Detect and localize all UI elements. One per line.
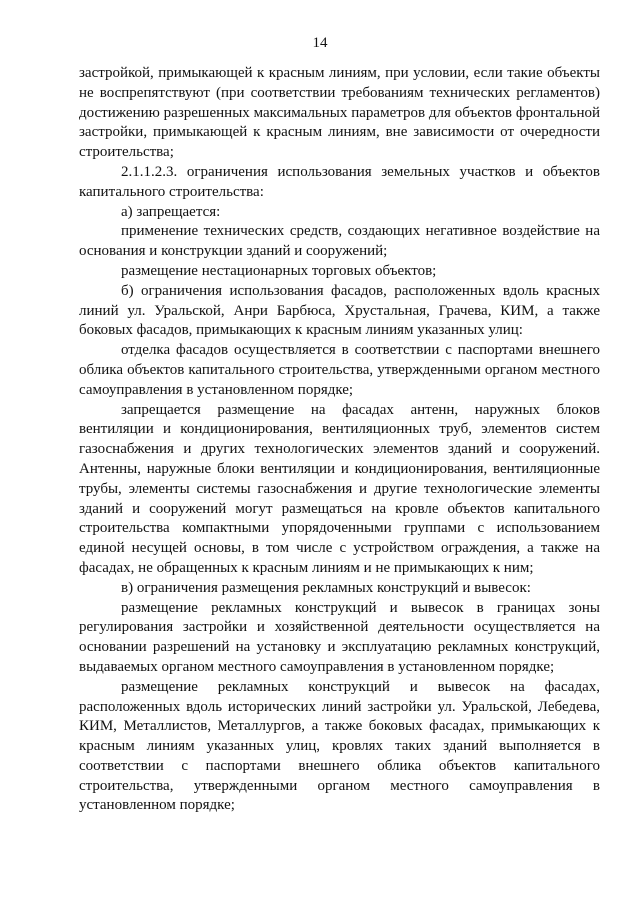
- paragraph-item-a: а) запрещается:: [121, 203, 221, 220]
- paragraph-non-stationary-objects: размещение нестационарных торговых объектов;: [121, 262, 437, 279]
- paragraph-technical-means: применение технических средств, создающих негативное воздействие на основания и конструкции зданий и сооружений;: [79, 223, 600, 260]
- paragraph-item-b: б) ограничения использования фасадов, расположенных вдоль красных линий ул. Уральской, Анри Барбюса, Хрустальная, Грачева, КИМ, а также боковых фасадов, примыкающих к красным линиям указанных улиц:: [79, 282, 600, 339]
- paragraph-advertising-permits: размещение рекламных конструкций и вывесок в границах зоны регулирования застройки и хозяйственной деятельности осуществляется на основании разрешений на установку и эксплуатацию рекламных конструкций, выдаваемых органом местного самоуправления в установленном порядке;: [79, 599, 600, 675]
- paragraph-advertising-facades: размещение рекламных конструкций и вывесок на фасадах, расположенных вдоль исторических линий застройки ул. Уральской, Лебедева, КИМ, Металлистов, Металлургов, а также боковых фасадах, примыкающих к красным линиям указанных улиц, кровлях таких зданий выполняется в соответствии с паспортами внешнего облика объектов капитального строительства, утвержденными органом местного самоуправления в установленном порядке;: [79, 678, 600, 814]
- document-body: [79, 64, 600, 816]
- paragraph-facade-finishing: отделка фасадов осуществляется в соответствии с паспортами внешнего облика объектов капитального строительства, утвержденными органом местного самоуправления в установленном порядке;: [79, 342, 600, 398]
- paragraph-section-2-1-1-2-3: 2.1.1.2.3. ограничения использования земельных участков и объектов капитального строительства:: [79, 163, 600, 200]
- paragraph-facade-equipment: запрещается размещение на фасадах антенн, наружных блоков вентиляции и кондиционирования, вентиляционных труб, элементов систем газоснабжения и других технологических элементов зданий и сооружений. Антенны, наружные блоки вентиляции и кондиционирования, вентиляционные трубы, элементы системы газоснабжения и другие технологические элементы зданий и сооружений могут размещаться на кровле объектов капитального строительства компактными упорядоченными группами с использованием единой несущей основы, в том числе с устройством ограждения, а также на фасадах, не обращенных к красным линиям и не примыкающих к ним;: [79, 401, 600, 576]
- paragraph-continuation: застройкой, примыкающей к красным линиям, при условии, если такие объекты не воспрепятствуют (при соответствии требованиям технических регламентов) достижению разрешенных максимальных параметров для объектов фронтальной застройки, примыкающей к красным линиям, вне зависимости от очередности строительства;: [79, 65, 600, 161]
- page-number: 14: [312, 35, 328, 51]
- paragraph-item-v: в) ограничения размещения рекламных конструкций и вывесок:: [121, 579, 531, 596]
